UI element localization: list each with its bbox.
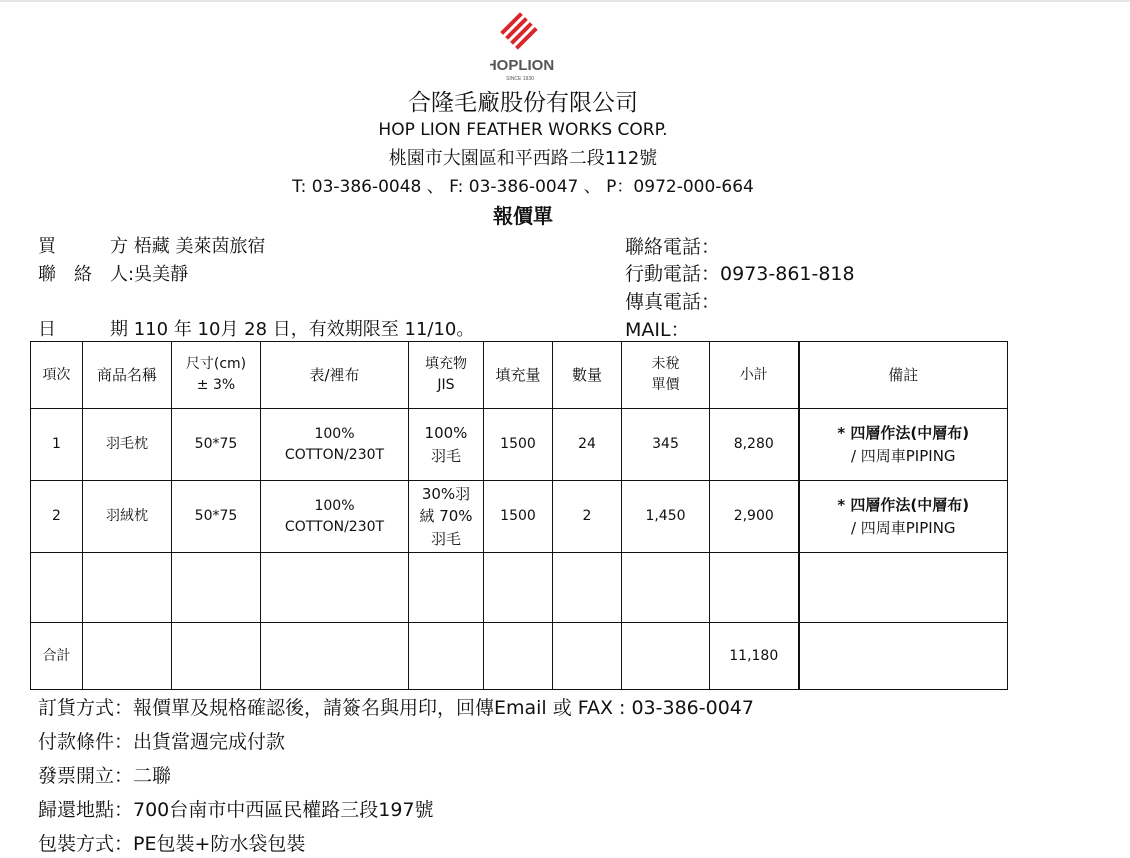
- column-header: 備註: [799, 342, 1008, 409]
- remark-text: / 四周車PIPING: [850, 446, 956, 465]
- table-total-row: [31, 623, 1008, 690]
- column-header: 表/裡布: [261, 342, 409, 409]
- document-title: 報價單: [493, 204, 553, 228]
- date-label: 日 期: [38, 319, 128, 340]
- company-name-en: HOP LION FEATHER WORKS CORP.: [378, 120, 668, 140]
- column-header: 商品名稱: [83, 342, 172, 409]
- column-header: 填充量: [484, 342, 553, 409]
- buyer-value: 梧藏 美萊茵旅宿: [133, 236, 266, 257]
- column-header: 未稅 單價: [622, 342, 710, 409]
- fax-label: 傳真電話：: [625, 291, 721, 313]
- company-contact: T: 03-386-0048 、 F: 03-386-0047 、 P：0972-000-664: [292, 177, 754, 197]
- contact-label: 聯 絡 人:: [38, 264, 135, 285]
- mobile-row: [625, 259, 855, 286]
- table-cell: 50*75: [172, 409, 261, 481]
- mobile-value: 0973-861-818: [720, 263, 855, 285]
- column-header: 小計: [710, 342, 799, 409]
- table-cell: 羽毛枕: [83, 409, 172, 481]
- table-row: [31, 409, 1008, 481]
- table-cell: 24: [553, 409, 622, 481]
- total-value: 11,180: [710, 623, 799, 690]
- hoplion-logo: [490, 10, 560, 86]
- table-cell: 1: [31, 409, 83, 481]
- total-label: 合計: [31, 623, 83, 690]
- mobile-label: 行動電話：: [625, 263, 721, 285]
- terms-line: 付款條件：出貨當週完成付款: [38, 731, 286, 753]
- contact-value: 吳美靜: [134, 264, 189, 285]
- terms-line: 歸還地點：700台南市中西區民權路三段197號: [38, 799, 434, 821]
- table-cell: 2: [31, 481, 83, 553]
- table-cell: 30%羽 絨 70% 羽毛: [409, 481, 484, 553]
- column-header: 尺寸(cm) ± 3%: [172, 342, 261, 409]
- remark-text: / 四周車PIPING: [850, 518, 956, 537]
- table-cell: 2: [553, 481, 622, 553]
- table-cell: 50*75: [172, 481, 261, 553]
- phone-label: 聯絡電話：: [625, 236, 721, 258]
- company-name-zh: 合隆毛廠股份有限公司: [408, 90, 638, 116]
- mail-label: MAIL：: [625, 319, 690, 341]
- quote-table: [30, 341, 1008, 690]
- terms-line: 發票開立：二聯: [38, 765, 172, 787]
- table-cell: 1,450: [622, 481, 710, 553]
- table-cell: 100% COTTON/230T: [261, 481, 409, 553]
- terms-line: 包裝方式：PE包裝+防水袋包裝: [38, 833, 306, 855]
- svg-text:SINCE 1930: SINCE 1930: [506, 76, 534, 82]
- table-row-empty: [31, 553, 1008, 623]
- table-header-row: [31, 342, 1008, 409]
- buyer-row: [38, 232, 265, 258]
- date-row: [38, 315, 474, 341]
- buyer-label: 買 方: [38, 236, 128, 257]
- terms-line: 訂貨方式：報價單及規格確認後，請簽名與用印，回傳Email 或 FAX : 03-386-0047: [38, 697, 754, 719]
- table-cell: 345: [622, 409, 710, 481]
- table-cell: 100% COTTON/230T: [261, 409, 409, 481]
- table-row: [31, 481, 1008, 553]
- company-address: 桃園市大園區和平西路二段112號: [388, 148, 658, 169]
- table-cell: 2,900: [710, 481, 799, 553]
- table-cell: 100% 羽毛: [409, 409, 484, 481]
- remark-cell: [799, 409, 1008, 481]
- column-header: 數量: [553, 342, 622, 409]
- table-cell: 1500: [484, 409, 553, 481]
- top-border: [0, 0, 1130, 2]
- remark-bold: * 四層作法(中層布): [837, 424, 970, 442]
- table-cell: 羽絨枕: [83, 481, 172, 553]
- column-header: 項次: [31, 342, 83, 409]
- svg-text:HOPLION: HOPLION: [490, 57, 555, 74]
- remark-cell: [799, 481, 1008, 553]
- column-header: 填充物 JIS: [409, 342, 484, 409]
- date-value: 110 年 10月 28 日，有效期限至 11/10。: [133, 319, 475, 340]
- table-cell: 8,280: [710, 409, 799, 481]
- contact-row: [38, 260, 188, 286]
- remark-bold: * 四層作法(中層布): [837, 496, 970, 514]
- table-cell: 1500: [484, 481, 553, 553]
